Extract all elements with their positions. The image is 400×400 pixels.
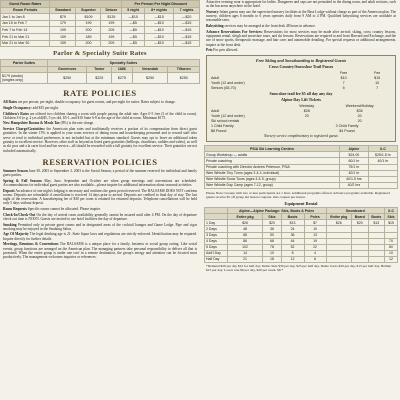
cc-cell: $10: [340, 75, 347, 80]
rate-cell: —$5: [122, 33, 145, 40]
policy-paragraph: [3, 242, 197, 259]
psia-header: PSIA Ski Learning Centers: [205, 146, 340, 152]
eq-cell: 4 Days: [205, 238, 228, 244]
rate-cell: Mar 21 to Mar 30: [1, 40, 50, 47]
eq-cell: 70: [384, 238, 397, 244]
rate-cell: —$15: [144, 14, 173, 21]
psia-cell: 60/1 hr: [339, 158, 368, 164]
rate-cell: 159: [50, 40, 76, 47]
eq-cell: 12: [384, 256, 397, 262]
policy-lead: Advance Reservations For Services:: [206, 29, 263, 34]
eq-cell: $13: [368, 220, 384, 226]
policy-paragraph: [3, 127, 197, 153]
col-superior: Superior: [76, 7, 101, 14]
eq-cell: 68: [227, 232, 263, 238]
snowshoe-fee: $5 all day any day: [301, 91, 333, 97]
policy-paragraph: [206, 30, 396, 47]
rate-cell: $109: [76, 14, 101, 21]
suite-governors: Governors: [47, 66, 86, 73]
rate-row: [1, 27, 200, 34]
policy-lead: Meetings, Reunions & Conventions: [3, 242, 59, 247]
policy-lead: Check-In/Check-Out: [3, 212, 36, 217]
col-8-nights: 8+ nights: [144, 7, 173, 14]
rate-cell: —$15: [174, 20, 200, 27]
policy-lead: Deposit: [3, 188, 15, 193]
policy-paragraph: [206, 0, 396, 9]
rate-cell: 189: [76, 33, 101, 40]
policy-text: Infant guests may use the supervised nursery facilities at the Base Lodge without charge as part of the American plan. The nursery, children ages 6 months to 6 years operates daily from 9 AM to 4 PM. Qualified babysitting services are available at reasonable rates.: [206, 9, 397, 23]
policy-lead: Single Occupancy:: [3, 105, 32, 110]
rate-cell: 199: [101, 33, 122, 40]
policy-lead: Babysitting: [206, 24, 224, 29]
policy-paragraph: [3, 100, 197, 104]
rate-cell: 199: [76, 20, 101, 27]
price-governors: $250: [47, 73, 86, 84]
rate-cell: 159: [50, 33, 76, 40]
rates-head-label: Guest Room Rates: [1, 1, 50, 8]
rate-cell: —$10: [144, 33, 173, 40]
eq-cell: 44: [281, 238, 304, 244]
psia-please-note: Please Note: Groups with two or less participants are 1 hour. Additional programs offered. Advance programs available. Registered guests receive $5 off group ski lesson coupons. One coupon per lesson.: [206, 190, 390, 200]
eq-alpine-header: Alpine—Alpine Package: Skis, Boots & Poles: [227, 208, 326, 214]
psia-cell: Wee Whistle Tiny Turns (ages 3 & 4, individual): [205, 170, 340, 176]
policy-lead: Smoking: [3, 222, 17, 227]
policy-paragraph: [206, 10, 396, 23]
eq-cell: 10: [384, 250, 397, 256]
policy-paragraph: [206, 48, 396, 52]
eq-cell: 19: [304, 238, 326, 244]
col-deluxe: Deluxe: [101, 7, 122, 14]
alpine-cell: $35: [356, 108, 363, 113]
psia-cell: Private coaching with Director Andrew Peterson, PSIA: [205, 164, 340, 170]
col-7-nights: 7 nights: [174, 7, 200, 14]
rate-policies-title: RATE POLICIES: [63, 88, 137, 99]
alpine-cell: 20: [304, 113, 309, 118]
eq-cell: Half Day: [205, 256, 228, 262]
eq-cell: $7: [304, 220, 326, 226]
eq-subheader: Boots: [368, 214, 384, 220]
eq-cell: 86: [227, 238, 263, 244]
policy-text: The BALSAMS is a unique place for a family, business or social group outing. Like social events, group functions are arranged on the American plan. The managing partners take personal responsibility to deliver all that is promised. When the entire group is under one roof in a remote destination, the group's energy and attention can be focused most productively. The management welcomes inquiries or references.: [3, 242, 198, 260]
policy-lead: Age Of Majority: [3, 232, 29, 237]
rate-row: [1, 20, 200, 27]
rate-policy-list: [0, 100, 200, 152]
alpine-cell: 20: [357, 113, 362, 118]
eq-cell: 13: [304, 232, 326, 238]
parlor-title: Parlor & Specialty Suite Rates: [53, 50, 147, 58]
equipment-row: [205, 256, 398, 262]
policy-lead: Children's Rates: [3, 111, 29, 116]
eq-cell: 12: [281, 256, 304, 262]
alpine-cell: Adult: [211, 108, 220, 113]
eq-cell: 1 Day: [205, 220, 228, 226]
policy-text: An advance of one night's lodging is necessary and confirms the guest period reserved. The BALSAMS DOES NOT confirms rooms. Deposits are refundable if cancellation is received 14 days prior to arrival. Deposits are credited to final day of stay. The last night of the reservation. A housekeeping fee of $30 per room is retained for returned deposits. Telephone cancellations will be held only 5 days without deposit.: [3, 188, 197, 206]
right-column: [204, 0, 398, 400]
equipment-footnote: *Demand $26 per day $22 for half day. Demo Skis $30 per day, $25 per half day. Demo boots $20 per day, $15 per half day. Helmet $15 per day. Lower rate $6 per day, $20 per week. $6.*: [206, 263, 392, 273]
eq-xc-header: X-C: [384, 208, 397, 214]
policy-text: the Americain plan rates and traditionally receives a portion of its compensation from direct guest gratuities. In the winter 15% is applied to your room services of dining room and housekeeping personnel and to reward staff who serve or tend to individual preferences is not included but at the minimum standard. Guests may opt to leave an additional token gratuity to excellent service. However, other staff as beyond as listed guest gratuities (bellhops, chauffeurs, caddies and valets), as well as ski pros and a la carte food and bar service—all should be rewarded with a full gratuity for excellent service. Their gratuities are not included automatically.: [3, 127, 197, 153]
eq-cell: 8: [281, 250, 304, 256]
reservation-policies-title: RESERVATION POLICIES: [42, 156, 158, 167]
rate-cell: —$5: [122, 27, 145, 34]
eq-cell: 10: [263, 250, 281, 256]
rate-cell: 199: [50, 27, 76, 34]
rate-cell: 199: [101, 20, 122, 27]
pass-cell: $4 Pound: [339, 128, 355, 133]
pass-cell: 3 Child Family: [335, 123, 359, 128]
policy-text: For pets allowed.: [213, 48, 239, 53]
pass-cell: 1 Child Family: [211, 123, 234, 128]
eq-cell: 4: [304, 250, 326, 256]
rate-cell: —$10: [144, 20, 173, 27]
parlor-header: Parlor Suites: [1, 60, 48, 67]
psia-row: [205, 182, 398, 188]
policy-lead: Spring & Fall Seasons: [3, 178, 42, 183]
psia-xc-header: X-C: [368, 146, 397, 152]
rate-cell: Jan 1 to Jan 8: [1, 14, 50, 21]
eq-cell: 22: [304, 244, 326, 250]
rate-cell: —$10: [144, 40, 173, 47]
policy-paragraph: [206, 24, 396, 28]
eq-cell: 24: [281, 226, 304, 232]
price-1886: $275: [112, 73, 132, 84]
policy-paragraph: [3, 232, 197, 241]
eq-cell: $15: [384, 220, 397, 226]
col-standard: Standard: [50, 7, 76, 14]
policy-lead: Nursery: [206, 9, 219, 14]
rate-row: [1, 33, 200, 40]
cc-cell: Adult: [211, 75, 220, 80]
eq-cell: 6: [304, 256, 326, 262]
policy-text: Permitted only in private guest rooms and in designated areas of the cocktail lounges and Game Lodge. Pipe and cigar smoking may be enjoyed in the Smoking Salon.: [3, 222, 197, 231]
policy-text: (8%) is the rate charge.: [60, 121, 95, 126]
eq-subheader: Poles: [304, 214, 326, 220]
rate-cell: $79: [50, 14, 76, 21]
rate-cell: —$15: [174, 40, 200, 47]
rate-cell: —$5: [122, 40, 145, 47]
eq-cell: $20: [352, 220, 369, 226]
rate-cell: 209: [101, 40, 122, 47]
psia-cell: $25/1.5 hr: [368, 152, 397, 158]
family-pass-table: [209, 123, 393, 133]
cc-cell: 10: [375, 80, 380, 85]
equipment-title: Equipment Rental: [284, 201, 318, 207]
specialty-header: Specialty Suites: [47, 60, 199, 67]
eq-cell: [326, 256, 351, 262]
policy-text: Attractive evening wear is appropriate for ladies. Dungarees and caps are not permitted in the dining room, and adult sections, such as the bar areas anywhere in the hotel.: [206, 0, 396, 9]
eq-cell: 5 Days: [205, 244, 228, 250]
cc-cell: Youth (12 and under): [211, 80, 245, 85]
eq-cell: 102: [227, 244, 263, 250]
policy-text: The legal drinking age is 21. State liquor laws and regulations are strictly enforced. Identification may be required. Inquire directly for further details.: [3, 232, 198, 241]
alpine-cell: $28: [303, 108, 310, 113]
room-periods-header: Room Periods: [1, 7, 50, 14]
cc-cell: Free: [339, 70, 348, 75]
policy-paragraph: [3, 106, 197, 110]
rate-row: [1, 40, 200, 47]
price-tiltonen: $250: [168, 73, 200, 84]
eq-cell: 10: [304, 226, 326, 232]
alpine-cell: Weekend/Holiday: [345, 103, 374, 108]
eq-subheader: Boots: [281, 214, 304, 220]
free-skiing-title: Free Skiing and Snowboarding to Registered Guests: [255, 58, 347, 64]
suite-verandah: Verandah: [132, 66, 168, 73]
cc-cell: 7: [342, 80, 345, 85]
psia-cell: Wee Whistle Day Camp (ages 7-12, group): [205, 182, 340, 188]
psia-table: [204, 145, 398, 189]
equipment-table: [204, 207, 398, 263]
rate-cell: —$20: [174, 14, 200, 21]
nursery-note: Nursery service complimentary to registered guests: [264, 134, 338, 139]
rate-cell: Feb 21 to Mar 21: [1, 33, 50, 40]
eq-subheader: Skis: [384, 214, 397, 220]
rate-cell: 200: [76, 40, 101, 47]
policy-paragraph: [3, 223, 197, 232]
policy-text: are per person, per night, double occupancy for guest rooms, and per night for suites. Rates subject to change.: [17, 100, 176, 105]
policy-text: are offered two children sharing a room with people paying the adult rate: Ages 0-5 free (3 of the child in room). Children 3-6 (e.g. 2 yrs old)$5, 5 yrs old, $5-1, and $10 Suite 6-8 at the age of the child in room. Minimum $175.: [3, 111, 197, 120]
policy-text: On the day of arrival room availability generally cannot be assured until after 4 PM. On the day of departure check out time is NOON. Guests are invited to use hotel facilities the day of departure.: [3, 212, 197, 221]
suite-rates-table: [0, 59, 200, 84]
rate-cell: —$10: [144, 27, 173, 34]
suite-tower: Tower: [87, 66, 112, 73]
policy-paragraph: [3, 121, 197, 125]
price-verandah: $250: [132, 73, 168, 84]
policy-paragraph: [3, 189, 197, 206]
cc-cell: Fee: [374, 70, 381, 75]
policy-lead: All Rates: [3, 100, 18, 105]
pass-cell: $8 Pound: [211, 128, 227, 133]
policy-paragraph: [3, 169, 197, 178]
psia-cell: 40/1.5 hrs: [339, 176, 368, 182]
rate-cell: 179: [50, 20, 76, 27]
eq-cell: Add'l Day: [205, 250, 228, 256]
eq-cell: 3 Days: [205, 232, 228, 238]
eq-cell: 78: [263, 244, 281, 250]
psia-cell: Wee Whistle Snow Tours (ages 4 & 5, group): [205, 176, 340, 182]
eq-cell: $26: [227, 220, 263, 226]
eq-cell: $13: [281, 220, 304, 226]
eq-snowboard-header: Snowboard: [326, 208, 384, 214]
reservation-policy-list: [0, 169, 200, 260]
psia-cell: [368, 182, 397, 188]
eq-cell: $20: [263, 220, 281, 226]
psia-cell: Private coaching: [205, 158, 340, 164]
cc-cell: 7: [376, 85, 379, 90]
cc-cell: $15: [374, 75, 381, 80]
policy-text: Reservations for most services may be made after arrival; skiing, cross country lessons, equipment rental, sleigh and snowshoe tours, and ski lessons. Reservations are required to and from Harvard and Exchange, and the use of snow sports, therapeutic massage, and hair care; and automobile detailing. For special requests or additional arrangements, inquire at the front desk.: [206, 29, 396, 47]
eq-subheader: Entire pkg: [326, 214, 351, 220]
rate-cell: —$15: [174, 33, 200, 40]
rate-row: [1, 14, 200, 21]
policy-text: Specific rooms cannot be allocated. Please inquire.: [27, 207, 102, 212]
rates-discount-header: Per Person Per Night Discount: [122, 1, 200, 8]
eq-cell: 80: [384, 244, 397, 250]
rate-cell: —$15: [174, 27, 200, 34]
price-tower: $225: [87, 73, 112, 84]
policy-text: May, June, September and October are when group meetings and conventions are scheduled. Accommodations for individual guest parties are also available—please inquire for additional information about seasonal activities.: [3, 178, 197, 187]
cc-row: [209, 85, 393, 90]
free-skiing-box: [206, 55, 396, 142]
eq-cell: $26: [326, 220, 351, 226]
policy-paragraph: [3, 213, 197, 222]
eq-cell: 48: [227, 226, 263, 232]
suite-1886: 1886: [112, 66, 132, 73]
col-5-night: 5 night: [122, 7, 145, 14]
eq-cell: 36: [281, 232, 304, 238]
rate-cell: Feb 7 to Feb 14: [1, 27, 50, 34]
eq-cell: 21: [227, 256, 263, 262]
rate-cell: —$10: [122, 14, 145, 21]
eq-cell: [352, 256, 369, 262]
eq-subheader: Entire pkg: [227, 214, 263, 220]
eq-cell: 18: [263, 256, 281, 262]
eq-cell: 14: [227, 250, 263, 256]
policy-lead: Summer Season: [3, 168, 28, 173]
alpine-cell: Youth (12 and under): [211, 113, 245, 118]
alpine-cell: 20: [357, 118, 362, 123]
policy-paragraph: [3, 112, 197, 121]
alpine-cell: Ski school rentals: [211, 118, 240, 123]
policy-lead: Pets: [206, 48, 213, 53]
eq-subheader: Board: [352, 214, 369, 220]
policy-lead: Service Charge/Gratuities:: [3, 127, 45, 132]
eq-cell: 68: [263, 238, 281, 244]
psia-cell: 40/1 hr: [368, 158, 397, 164]
policy-text: services may be arranged at the front desk 48 hours in advance.: [224, 24, 316, 29]
parlor-price: $179 (studio) (singles only): [1, 73, 48, 84]
rates-body: [1, 14, 200, 47]
cc-cell: 5: [342, 85, 345, 90]
psia-cell: 40/2 hrs: [339, 182, 368, 188]
policy-paragraph: [3, 179, 197, 188]
eq-cell: 52: [281, 244, 304, 250]
eq-subheader: Skis: [263, 214, 281, 220]
rate-cell: Jan 15 to Feb 7: [1, 20, 50, 27]
psia-cell: $24.00: [339, 152, 368, 158]
psia-cell: 75/1 hr: [339, 164, 368, 170]
right-intro-policies: [204, 0, 398, 52]
rate-cell: $139: [101, 14, 122, 21]
pass-row: [209, 128, 393, 133]
snowshoe-title: Snowshoe trail fee $5 all day any day: [269, 91, 333, 97]
rate-cell: 200: [76, 27, 101, 34]
psia-cell: 40/1 hr: [339, 170, 368, 176]
policy-lead: New Hampshire Rooms & Meals Tax: [3, 121, 60, 126]
cc-passes-title: Cross Country/Snowshoe Trail Passes: [268, 64, 334, 70]
psia-cell: Group Workshop — adults: [205, 152, 340, 158]
psia-alpine-header: Alpine: [339, 146, 368, 152]
guest-room-rates-table: [0, 0, 200, 47]
alpine-ticket-table: [209, 103, 393, 123]
rate-cell: 205: [101, 27, 122, 34]
eq-cell: 50: [263, 232, 281, 238]
cc-passes-table: [209, 70, 393, 90]
policy-lead: Room Requests: [3, 207, 27, 212]
eq-cell: 2 Days: [205, 226, 228, 232]
eq-cell: 36: [263, 226, 281, 232]
cc-cell: Seniors (65-70): [211, 85, 236, 90]
suite-tiltonen: Tiltonen: [168, 66, 200, 73]
eq-cell: [368, 256, 384, 262]
policy-text: June 30, 2003 to September 3, 2003 is the Social Season, a period of the summer reserved for individual and family guest parties.: [3, 168, 198, 178]
policy-text: add $35 per night.: [32, 105, 59, 110]
rate-cell: —$5: [122, 20, 145, 27]
alpine-cell: Weekday: [299, 103, 315, 108]
alpine-title: Alpine Day Lift Tickets: [281, 97, 321, 103]
policy-paragraph: [3, 207, 197, 211]
